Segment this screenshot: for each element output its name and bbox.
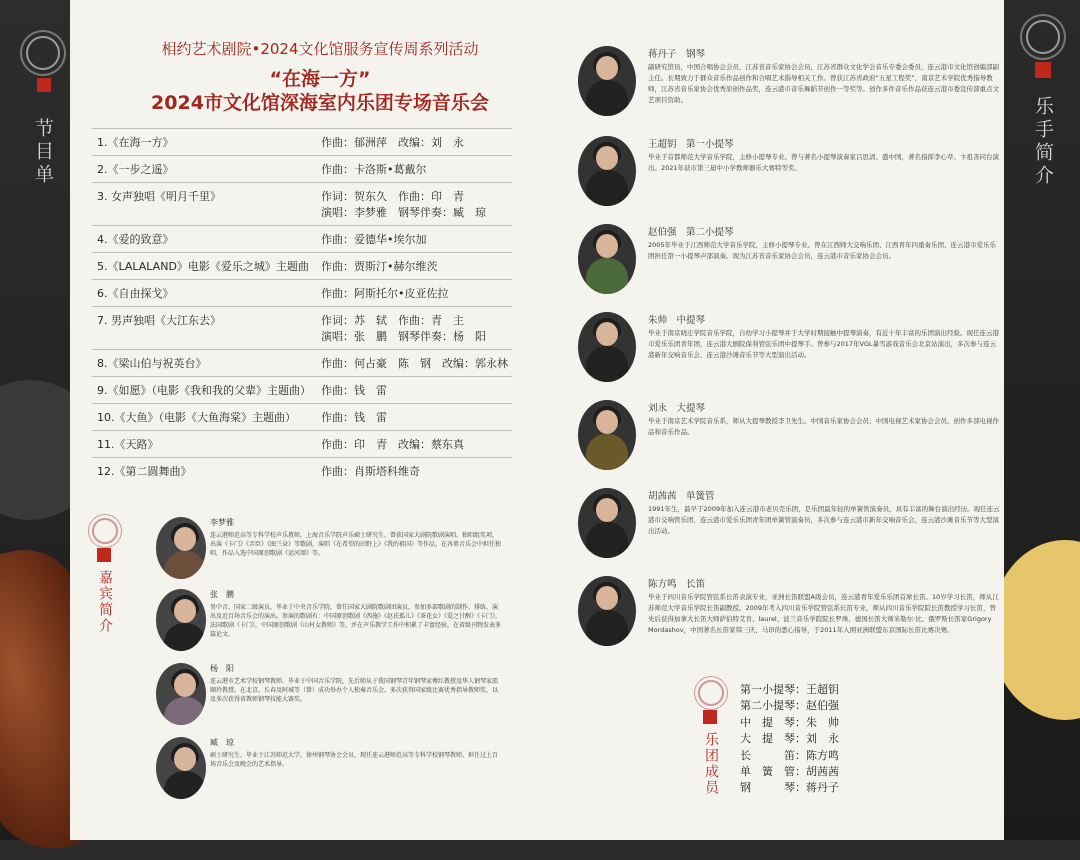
red-square-icon bbox=[37, 78, 51, 92]
guest-name: 杨 阳 bbox=[210, 664, 234, 673]
musician-photo bbox=[578, 488, 636, 558]
member-entry: 第二小提琴：赵伯强 bbox=[740, 699, 839, 713]
program-item bbox=[92, 182, 512, 225]
program-item-credits: 作曲：钱 雷 bbox=[321, 411, 387, 424]
musician-bio: 2005年毕业于江西师范大学音乐学院，主修小提琴专业。曾在江西师大交响乐团、江西青年四重奏乐团、连云港市爱乐乐团担任第一小提琴声部演奏。现为江苏省音乐家协会会员，连云港市音乐家协会会员。 bbox=[648, 241, 997, 260]
program-page bbox=[70, 0, 1004, 840]
program-item-title: 10.《大鱼》（电影《大鱼海棠》主题曲） bbox=[97, 411, 296, 424]
program-item-title: 11.《天路》 bbox=[97, 438, 159, 451]
guest-name: 李梦雅 bbox=[210, 518, 234, 527]
program-item-title: 7. 男声独唱《大江东去》 bbox=[97, 314, 221, 327]
musician-name: 王超钥 第一小提琴 bbox=[648, 139, 734, 150]
guest-bio: 连云港市艺术学校钢琴教师。毕业于中国音乐学院，先后师从于我国钢琴青年钢琴家傅红教授及华人钢琴家邵顺玲教授。在北京、长春及阿城等（曾）成功举办个人独奏音乐会。多次获得国家级比赛优秀指导教师奖，以及多次获得省教师钢琴技能大赛奖。 bbox=[210, 678, 499, 703]
guest-name: 臧 琼 bbox=[210, 738, 234, 747]
red-square-icon bbox=[703, 710, 717, 724]
guests-section-title: 嘉宾简介 bbox=[97, 570, 113, 634]
musician-bio: 毕业于首都师范大学音乐学院，主修小提琴专业。曾与著名小提琴演奏家吕思清、盛中国，著名指挥李心草、卞祖善同台演出。2021年获市第三届中小学教师器乐大赛特等奖。 bbox=[648, 153, 999, 172]
program-item-title: 12.《第二圆舞曲》 bbox=[97, 465, 192, 478]
musician-name: 陈方鸣 长笛 bbox=[648, 579, 706, 590]
program-item-credits: 作曲：郁洲萍 改编：刘 永 bbox=[321, 136, 464, 149]
guest-photo bbox=[156, 737, 206, 799]
program-item-title: 8.《梁山伯与祝英台》 bbox=[97, 357, 207, 370]
program-item-title: 9.《如愿》（电影《我和我的父辈》主题曲） bbox=[97, 384, 311, 397]
musician-photo bbox=[578, 136, 636, 206]
left-sidebar bbox=[0, 0, 70, 840]
member-entry: 第一小提琴：王超钥 bbox=[740, 683, 839, 696]
musician-bio: 毕业于南京艺术学院音乐系，师从大提琴教授李卫先生。中国音乐家协会会员；中国电视艺术家协会会员。创作多部电视作品和音乐作品。 bbox=[648, 417, 999, 436]
concert-title: 2024市文化馆深海室内乐团专场音乐会 bbox=[151, 92, 489, 114]
program-item bbox=[92, 279, 512, 306]
program-item-credits: 作曲：何占豪 陈 钢 改编：郭永林 bbox=[321, 357, 508, 370]
guest-name: 张 鹏 bbox=[210, 590, 234, 599]
red-square-icon bbox=[1035, 62, 1051, 78]
musician-photo bbox=[578, 400, 636, 470]
musician-name: 赵伯强 第二小提琴 bbox=[648, 227, 734, 238]
member-entry: 大 提 琴：刘 永 bbox=[740, 732, 839, 746]
member-entry: 单 簧 管：胡茜茜 bbox=[740, 765, 839, 779]
ring-icon bbox=[26, 36, 60, 70]
program-item bbox=[92, 155, 512, 182]
guest-bio: 硕士研究生，毕业于江苏师范大学，徐州钢琴协会会员，现任连云港师范高等专科学校钢琴教师。担任过上百场音乐会及晚会的艺术指导。 bbox=[210, 752, 499, 768]
guest-bio: 男中音，国家二级演员，毕业于中央音乐学院，曾任国家大剧院歌剧团演员，参加多部歌剧的制作、排练、演出及近百场音乐会的演出。参演的歌剧有：中国原创歌剧《西施》《赵氏孤儿》《茶花女》《爱之甘醇》《卡门》，法国歌剧《卡门》，中国原创歌剧《山村女教师》等，并在声乐教学工作中积累了丰富经验，在省级刊物发表多篇论文。 bbox=[210, 604, 502, 638]
guest-photo bbox=[156, 663, 206, 725]
program-item-title: 5.《LALALAND》电影《爱乐之城》主题曲 bbox=[97, 260, 309, 273]
musician-photo bbox=[578, 576, 636, 646]
program-item-title: 3. 女声独唱《明月千里》 bbox=[97, 190, 221, 203]
right-sidebar bbox=[1004, 0, 1080, 840]
program-item-credits: 作词：贺东久 作曲：印 青 bbox=[321, 190, 464, 203]
header-subtitle: 相约艺术剧院•2024文化馆服务宣传周系列活动 bbox=[161, 40, 479, 58]
program-item-title: 4.《爱的致意》 bbox=[97, 233, 174, 246]
program-item-title: 1.《在海一方》 bbox=[97, 136, 174, 149]
program-item bbox=[92, 376, 512, 403]
musician-bio: 毕业于南京晓庄学院音乐学院，自幼学习小提琴并于大学时期接触中提琴演奏，有近十年丰富的乐团演出经验。现任连云港市爱乐乐团青年团，连云港大剧院保利管弦乐团中提琴手。曾参与2017年VGL暴雪游戏音乐会北京站演出，多次参与连云港新年交响音乐会、连云港沙滩音乐节等大型演出活动。 bbox=[648, 329, 999, 359]
program-item bbox=[92, 225, 512, 252]
musician-photo bbox=[578, 224, 636, 294]
program-item bbox=[92, 306, 512, 349]
program-item-credits: 作曲：爱德华•埃尔加 bbox=[321, 233, 427, 246]
ring-icon bbox=[698, 680, 724, 706]
members-section-title: 乐团成员 bbox=[703, 732, 719, 796]
program-item-credits: 作曲：贾斯汀•赫尔维茨 bbox=[321, 260, 438, 273]
ring-icon bbox=[1026, 20, 1060, 54]
program-item bbox=[92, 252, 512, 279]
sidebar-title-musicians: 乐手简介 bbox=[1032, 96, 1054, 188]
musician-name: 蒋丹子 钢琴 bbox=[648, 49, 706, 60]
musician-bio: 毕业于四川音乐学院管弦系长笛表演专业，亚洲长笛联盟A级会员，连云港青年爱乐乐团首席长笛。10岁学习长笛，师从江苏师范大学音乐学院长笛副教授。2009年考入四川音乐学院管弦系长笛专业，师从四川音乐学院院长笛教授学习长笛，曾先后获得加拿大长笛大师萨伯特艾肯、laurel、波兰音乐学院院长罗珠、德国长笛大师米勒尔·比、俄罗斯长笛家Grigory Mordashov，中国著名长笛家韩三庆、马昂的悉心指导，于2011年入围亚洲联盟东京国际长笛比赛决赛。 bbox=[648, 593, 999, 634]
members-list bbox=[740, 682, 839, 797]
musician-photo bbox=[578, 312, 636, 382]
program-item-credits: 作曲：钱 雷 bbox=[321, 384, 387, 397]
ring-icon bbox=[92, 518, 118, 544]
program-item bbox=[92, 430, 512, 457]
program-item-credits: 作曲：阿斯托尔•皮亚佐拉 bbox=[321, 287, 449, 300]
member-entry: 钢 琴：蒋丹子 bbox=[740, 781, 839, 795]
program-item-credits: 作词：苏 轼 作曲：青 主 bbox=[321, 314, 464, 327]
guest-photo bbox=[156, 517, 206, 579]
program-item-credits: 演唱：张 鹏 钢琴伴奏：杨 阳 bbox=[321, 330, 486, 343]
musician-name: 刘永 大提琴 bbox=[648, 403, 706, 414]
musician-photo bbox=[578, 46, 636, 116]
sidebar-title-program: 节目单 bbox=[32, 118, 54, 187]
guest-bio: 连云港师范高等专科学校声乐教师，上海音乐学院声乐硕士研究生，曾获国家大剧院歌剧演唱、独唱组奖项，出演《卡门》《弄臣》《图兰朵》等歌剧，演唱《在希望的田野上》《我的祖国》等作品，在各类音乐会中担任独唱，作品入选中国原创歌剧《运河颂》等。 bbox=[210, 532, 502, 557]
event-name: “在海一方” bbox=[269, 68, 371, 90]
program-item-credits: 作曲：卡洛斯•葛戴尔 bbox=[321, 163, 427, 176]
program-item bbox=[92, 349, 512, 376]
member-entry: 长 笛：陈方鸣 bbox=[740, 748, 839, 762]
member-entry: 中 提 琴：朱 帅 bbox=[740, 715, 839, 729]
musician-name: 朱帅 中提琴 bbox=[648, 315, 706, 326]
musician-name: 胡茜茜 单簧管 bbox=[648, 491, 715, 502]
program-item-credits: 作曲：印 青 改编：蔡东真 bbox=[321, 438, 464, 451]
program-item-title: 2.《一步之遥》 bbox=[97, 163, 174, 176]
program-item bbox=[92, 128, 512, 155]
musician-bio: 副研究馆员，中国合唱协会会员，江苏省音乐家协会会员，江苏省群众文化学会音乐专委会委员，连云港市文化馆创编部副主任。长期致力于群众音乐作品创作和合唱艺术指导相关工作。曾获江苏省政府“五星工程奖”，南京艺术学院优秀指导教师，江苏省音乐家协会优秀原创作品奖，连云港市音乐舞蹈节创作一等奖等。创作多件音乐作品获连云港市委宣传部重点文艺项目资助。 bbox=[648, 63, 999, 104]
musician-bio: 1991年生，最早于2009年加入连云港市老贝壳乐团，是乐团最年轻的单簧管演奏员，具有丰富的舞台演出经历。现任连云港市交响管乐团，连云港市爱乐乐团青年团单簧管演奏员，多次参与连云港市新年交响音乐会、连云港沙滩音乐节等大型演出活动。 bbox=[648, 505, 1000, 535]
program-item bbox=[92, 457, 512, 484]
program-item-title: 6.《自由探戈》 bbox=[97, 287, 174, 300]
program-item-credits: 作曲：肖斯塔科维奇 bbox=[321, 465, 420, 478]
program-item bbox=[92, 403, 512, 430]
red-square-icon bbox=[97, 548, 111, 562]
program-list bbox=[92, 128, 512, 484]
guest-photo bbox=[156, 589, 206, 651]
program-item-credits: 演唱：李梦雅 钢琴伴奏：臧 琼 bbox=[321, 206, 486, 219]
